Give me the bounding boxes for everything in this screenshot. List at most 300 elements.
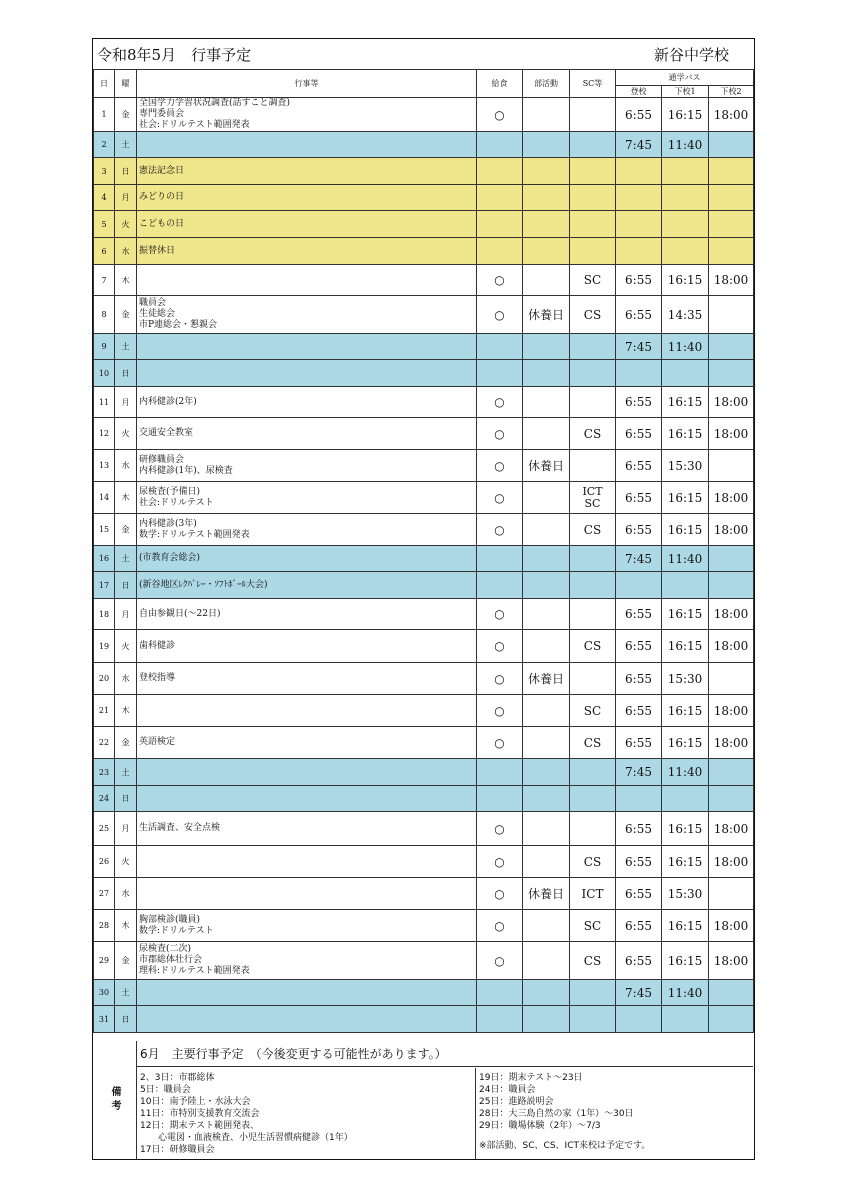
- table-row: [94, 727, 754, 759]
- weekday-cell: 土: [115, 980, 137, 1006]
- events-cell: 内科健診(3年) 数学:ドリルテスト範囲発表: [137, 514, 477, 546]
- sc-cell: [570, 599, 616, 630]
- bus-arrive-cell: [616, 238, 662, 265]
- club-cell: [523, 132, 570, 158]
- day-cell: 18: [94, 599, 115, 630]
- table-row: [94, 265, 754, 296]
- lunch-cell: [477, 132, 523, 158]
- events-cell: [137, 1006, 477, 1033]
- header-day: 日: [94, 70, 115, 98]
- bus-leave1-cell: [662, 238, 709, 265]
- weekday-cell: 火: [115, 846, 137, 878]
- sc-cell: [570, 158, 616, 185]
- events-cell: 交通安全教室: [137, 418, 477, 450]
- bus-arrive-cell: [616, 360, 662, 387]
- sc-cell: ICT SC: [570, 482, 616, 514]
- sc-cell: [570, 1006, 616, 1033]
- weekday-cell: 木: [115, 265, 137, 296]
- bus-arrive-cell: 6:55: [616, 878, 662, 910]
- bus-leave2-cell: [709, 980, 754, 1006]
- table-row: [94, 572, 754, 599]
- header-events: 行事等: [137, 70, 477, 98]
- lunch-cell: ○: [477, 942, 523, 980]
- bus-arrive-cell: [616, 158, 662, 185]
- bus-leave1-cell: [662, 158, 709, 185]
- bus-leave1-cell: [662, 360, 709, 387]
- weekday-cell: 日: [115, 1006, 137, 1033]
- bus-leave2-cell: [709, 878, 754, 910]
- sc-cell: CS: [570, 296, 616, 334]
- school-name: 新谷中学校: [653, 46, 729, 64]
- bus-leave1-cell: 16:15: [662, 695, 709, 727]
- sc-cell: [570, 334, 616, 360]
- events-cell: 生活調査、安全点検: [137, 812, 477, 846]
- notes-heading: 6月 主要行事予定 （今後変更する可能性があります。）: [136, 1041, 753, 1067]
- bus-leave2-cell: [709, 663, 754, 695]
- bus-arrive-cell: [616, 185, 662, 211]
- club-cell: [523, 759, 570, 786]
- day-cell: 16: [94, 546, 115, 572]
- sc-cell: [570, 450, 616, 482]
- bus-leave1-cell: [662, 1006, 709, 1033]
- bus-leave1-cell: 15:30: [662, 450, 709, 482]
- weekday-cell: 木: [115, 695, 137, 727]
- weekday-cell: 月: [115, 387, 137, 418]
- lunch-cell: [477, 980, 523, 1006]
- club-cell: [523, 546, 570, 572]
- day-cell: 2: [94, 132, 115, 158]
- sc-cell: [570, 360, 616, 387]
- sc-cell: [570, 387, 616, 418]
- club-cell: [523, 812, 570, 846]
- bus-leave1-cell: [662, 185, 709, 211]
- schedule-sheet: [92, 38, 755, 1160]
- club-cell: [523, 211, 570, 238]
- weekday-cell: 水: [115, 238, 137, 265]
- day-cell: 9: [94, 334, 115, 360]
- bus-arrive-cell: 6:55: [616, 727, 662, 759]
- table-row: [94, 98, 754, 132]
- schedule-table: [93, 69, 754, 1033]
- sc-cell: [570, 98, 616, 132]
- bus-leave2-cell: 18:00: [709, 727, 754, 759]
- table-row: [94, 418, 754, 450]
- bus-arrive-cell: 7:45: [616, 980, 662, 1006]
- header-bus-leave1: 下校1: [662, 86, 709, 98]
- bus-leave1-cell: 15:30: [662, 878, 709, 910]
- sc-cell: [570, 663, 616, 695]
- sc-cell: [570, 185, 616, 211]
- day-cell: 23: [94, 759, 115, 786]
- sc-cell: [570, 786, 616, 812]
- day-cell: 13: [94, 450, 115, 482]
- lunch-cell: ○: [477, 846, 523, 878]
- table-row: [94, 360, 754, 387]
- club-cell: [523, 980, 570, 1006]
- table-row: [94, 387, 754, 418]
- events-cell: 登校指導: [137, 663, 477, 695]
- table-row: [94, 514, 754, 546]
- bus-leave2-cell: [709, 132, 754, 158]
- lunch-cell: [477, 185, 523, 211]
- bus-leave2-cell: [709, 185, 754, 211]
- events-cell: (新谷地区ﾚｸﾊﾞﾚｰ・ｿﾌﾄﾎﾞｰﾙ大会): [137, 572, 477, 599]
- bus-leave1-cell: 11:40: [662, 980, 709, 1006]
- table-row: [94, 812, 754, 846]
- bus-arrive-cell: 6:55: [616, 418, 662, 450]
- notes-right-cell: [477, 1068, 753, 1159]
- events-cell: [137, 265, 477, 296]
- notes-section: [93, 1041, 753, 1159]
- bus-arrive-cell: 6:55: [616, 387, 662, 418]
- weekday-cell: 金: [115, 296, 137, 334]
- lunch-cell: ○: [477, 450, 523, 482]
- sc-cell: [570, 132, 616, 158]
- club-cell: [523, 514, 570, 546]
- bus-leave1-cell: 14:35: [662, 296, 709, 334]
- bus-arrive-cell: 6:55: [616, 695, 662, 727]
- bus-leave2-cell: 18:00: [709, 812, 754, 846]
- day-cell: 30: [94, 980, 115, 1006]
- bus-arrive-cell: [616, 211, 662, 238]
- notes-label-cell: [93, 1041, 137, 1159]
- club-cell: [523, 727, 570, 759]
- table-row: [94, 980, 754, 1006]
- weekday-cell: 土: [115, 334, 137, 360]
- lunch-cell: ○: [477, 663, 523, 695]
- events-cell: 尿検査(二次) 市郡総体壮行会 理科:ドリルテスト範囲発表: [137, 942, 477, 980]
- weekday-cell: 月: [115, 599, 137, 630]
- table-row: [94, 482, 754, 514]
- table-row: [94, 211, 754, 238]
- sc-cell: CS: [570, 418, 616, 450]
- club-cell: [523, 910, 570, 942]
- lunch-cell: ○: [477, 910, 523, 942]
- lunch-cell: ○: [477, 812, 523, 846]
- weekday-cell: 土: [115, 546, 137, 572]
- day-cell: 7: [94, 265, 115, 296]
- club-cell: [523, 238, 570, 265]
- day-cell: 22: [94, 727, 115, 759]
- sc-cell: [570, 812, 616, 846]
- club-cell: [523, 599, 570, 630]
- events-cell: [137, 759, 477, 786]
- events-cell: 歯科健診: [137, 630, 477, 663]
- club-cell: [523, 360, 570, 387]
- club-cell: [523, 630, 570, 663]
- bus-arrive-cell: 6:55: [616, 296, 662, 334]
- events-cell: 英語検定: [137, 727, 477, 759]
- lunch-cell: [477, 1006, 523, 1033]
- weekday-cell: 火: [115, 630, 137, 663]
- bus-leave2-cell: 18:00: [709, 265, 754, 296]
- bus-leave1-cell: 16:15: [662, 514, 709, 546]
- bus-leave1-cell: 11:40: [662, 759, 709, 786]
- lunch-cell: [477, 238, 523, 265]
- weekday-cell: 月: [115, 812, 137, 846]
- table-row: [94, 238, 754, 265]
- sc-cell: SC: [570, 695, 616, 727]
- table-row: [94, 878, 754, 910]
- bus-leave2-cell: [709, 759, 754, 786]
- club-cell: [523, 334, 570, 360]
- club-cell: [523, 418, 570, 450]
- bus-leave2-cell: [709, 360, 754, 387]
- bus-arrive-cell: 6:55: [616, 846, 662, 878]
- sc-cell: CS: [570, 514, 616, 546]
- events-cell: 自由参観日(～22日): [137, 599, 477, 630]
- notes-label: 備考: [109, 1086, 120, 1114]
- bus-arrive-cell: 6:55: [616, 630, 662, 663]
- bus-leave1-cell: 16:15: [662, 910, 709, 942]
- lunch-cell: [477, 211, 523, 238]
- bus-leave2-cell: [709, 786, 754, 812]
- day-cell: 11: [94, 387, 115, 418]
- day-cell: 4: [94, 185, 115, 211]
- weekday-cell: 日: [115, 158, 137, 185]
- table-row: [94, 334, 754, 360]
- club-cell: [523, 98, 570, 132]
- bus-arrive-cell: 6:55: [616, 942, 662, 980]
- table-row: [94, 630, 754, 663]
- club-cell: [523, 1006, 570, 1033]
- bus-arrive-cell: 7:45: [616, 334, 662, 360]
- club-cell: [523, 265, 570, 296]
- bus-leave1-cell: 16:15: [662, 630, 709, 663]
- weekday-cell: 金: [115, 727, 137, 759]
- notes-right-list: 19日：期末テスト～23日 24日：職員会 25日：進路説明会 28日：大三島自然の家（1年）～30日 29日：職場体験（2年）～7/3: [479, 1073, 634, 1131]
- bus-arrive-cell: 6:55: [616, 98, 662, 132]
- bus-leave2-cell: 18:00: [709, 846, 754, 878]
- day-cell: 1: [94, 98, 115, 132]
- bus-leave2-cell: 18:00: [709, 942, 754, 980]
- bus-arrive-cell: [616, 572, 662, 599]
- day-cell: 21: [94, 695, 115, 727]
- lunch-cell: ○: [477, 514, 523, 546]
- bus-leave1-cell: 16:15: [662, 387, 709, 418]
- bus-leave2-cell: 18:00: [709, 387, 754, 418]
- table-row: [94, 910, 754, 942]
- day-cell: 8: [94, 296, 115, 334]
- table-row: [94, 158, 754, 185]
- lunch-cell: ○: [477, 387, 523, 418]
- weekday-cell: 日: [115, 360, 137, 387]
- bus-leave2-cell: [709, 238, 754, 265]
- table-row: [94, 185, 754, 211]
- bus-leave1-cell: 16:15: [662, 265, 709, 296]
- notes-left-list: 2、3日：市郡総体 5日：職員会 10日：南予陸上・水泳大会 11日：市特別支援教育交流会 12日：期末テスト範囲発表、 心電図・血液検査、小児生活習慣病健診（1年） 17日：研修職員会: [136, 1068, 476, 1159]
- header-bus-arrive: 登校: [616, 86, 662, 98]
- weekday-cell: 金: [115, 942, 137, 980]
- bus-arrive-cell: [616, 1006, 662, 1033]
- lunch-cell: [477, 158, 523, 185]
- bus-leave1-cell: 16:15: [662, 98, 709, 132]
- bus-arrive-cell: 6:55: [616, 663, 662, 695]
- bus-leave1-cell: 16:15: [662, 727, 709, 759]
- day-cell: 3: [94, 158, 115, 185]
- lunch-cell: [477, 334, 523, 360]
- bus-leave1-cell: 15:30: [662, 663, 709, 695]
- club-cell: [523, 387, 570, 418]
- bus-arrive-cell: 7:45: [616, 132, 662, 158]
- weekday-cell: 火: [115, 211, 137, 238]
- bus-leave1-cell: 11:40: [662, 132, 709, 158]
- sc-cell: ICT: [570, 878, 616, 910]
- weekday-cell: 日: [115, 786, 137, 812]
- bus-leave2-cell: [709, 296, 754, 334]
- table-row: [94, 599, 754, 630]
- club-cell: [523, 846, 570, 878]
- bus-arrive-cell: 6:55: [616, 265, 662, 296]
- lunch-cell: ○: [477, 265, 523, 296]
- lunch-cell: [477, 360, 523, 387]
- sc-cell: SC: [570, 910, 616, 942]
- lunch-cell: ○: [477, 98, 523, 132]
- bus-leave1-cell: 16:15: [662, 482, 709, 514]
- sc-cell: [570, 546, 616, 572]
- day-cell: 25: [94, 812, 115, 846]
- lunch-cell: ○: [477, 418, 523, 450]
- table-row: [94, 663, 754, 695]
- events-cell: みどりの日: [137, 185, 477, 211]
- sc-cell: [570, 980, 616, 1006]
- header-lunch: 給食: [477, 70, 523, 98]
- table-row: [94, 1006, 754, 1033]
- bus-leave1-cell: 16:15: [662, 599, 709, 630]
- header-bus: 通学バス: [616, 70, 754, 86]
- events-cell: [137, 980, 477, 1006]
- weekday-cell: 水: [115, 663, 137, 695]
- lunch-cell: ○: [477, 599, 523, 630]
- sc-cell: [570, 211, 616, 238]
- bus-leave2-cell: [709, 572, 754, 599]
- events-cell: [137, 360, 477, 387]
- table-row: [94, 846, 754, 878]
- day-cell: 29: [94, 942, 115, 980]
- lunch-cell: ○: [477, 482, 523, 514]
- weekday-cell: 木: [115, 910, 137, 942]
- lunch-cell: ○: [477, 727, 523, 759]
- bus-leave1-cell: 16:15: [662, 418, 709, 450]
- day-cell: 20: [94, 663, 115, 695]
- club-cell: [523, 482, 570, 514]
- sc-cell: SC: [570, 265, 616, 296]
- sc-cell: CS: [570, 727, 616, 759]
- header-sc: SC等: [570, 70, 616, 98]
- club-cell: [523, 942, 570, 980]
- header-club: 部活動: [523, 70, 570, 98]
- bus-arrive-cell: 6:55: [616, 812, 662, 846]
- bus-leave1-cell: 16:15: [662, 846, 709, 878]
- bus-leave2-cell: 18:00: [709, 599, 754, 630]
- bus-leave2-cell: 18:00: [709, 630, 754, 663]
- day-cell: 12: [94, 418, 115, 450]
- club-cell: 休養日: [523, 663, 570, 695]
- day-cell: 15: [94, 514, 115, 546]
- bus-leave2-cell: 18:00: [709, 910, 754, 942]
- sc-cell: CS: [570, 942, 616, 980]
- club-cell: [523, 695, 570, 727]
- lunch-cell: ○: [477, 296, 523, 334]
- weekday-cell: 水: [115, 878, 137, 910]
- events-cell: [137, 132, 477, 158]
- day-cell: 31: [94, 1006, 115, 1033]
- day-cell: 14: [94, 482, 115, 514]
- day-cell: 19: [94, 630, 115, 663]
- bus-leave2-cell: 18:00: [709, 98, 754, 132]
- bus-arrive-cell: [616, 786, 662, 812]
- table-row: [94, 786, 754, 812]
- events-cell: 振替休日: [137, 238, 477, 265]
- weekday-cell: 火: [115, 418, 137, 450]
- lunch-cell: [477, 546, 523, 572]
- table-row: [94, 695, 754, 727]
- events-cell: 胸部検診(職員) 数学:ドリルテスト: [137, 910, 477, 942]
- events-cell: (市教育会総会): [137, 546, 477, 572]
- bus-leave2-cell: [709, 334, 754, 360]
- day-cell: 17: [94, 572, 115, 599]
- day-cell: 6: [94, 238, 115, 265]
- sc-cell: [570, 572, 616, 599]
- weekday-cell: 金: [115, 98, 137, 132]
- bus-arrive-cell: 6:55: [616, 514, 662, 546]
- day-cell: 5: [94, 211, 115, 238]
- bus-arrive-cell: 6:55: [616, 450, 662, 482]
- club-cell: [523, 158, 570, 185]
- lunch-cell: [477, 572, 523, 599]
- sc-cell: CS: [570, 630, 616, 663]
- weekday-cell: 土: [115, 759, 137, 786]
- day-cell: 26: [94, 846, 115, 878]
- table-row: [94, 942, 754, 980]
- title-bar: [93, 39, 753, 70]
- bus-leave1-cell: [662, 572, 709, 599]
- bus-arrive-cell: 6:55: [616, 482, 662, 514]
- lunch-cell: [477, 786, 523, 812]
- bus-arrive-cell: 6:55: [616, 599, 662, 630]
- events-cell: [137, 334, 477, 360]
- club-cell: 休養日: [523, 296, 570, 334]
- weekday-cell: 水: [115, 450, 137, 482]
- bus-arrive-cell: 6:55: [616, 910, 662, 942]
- weekday-cell: 日: [115, 572, 137, 599]
- club-cell: 休養日: [523, 450, 570, 482]
- events-cell: 尿検査(予備日) 社会:ドリルテスト: [137, 482, 477, 514]
- lunch-cell: ○: [477, 695, 523, 727]
- club-cell: [523, 185, 570, 211]
- club-cell: [523, 786, 570, 812]
- bus-leave1-cell: 11:40: [662, 546, 709, 572]
- day-cell: 10: [94, 360, 115, 387]
- sc-cell: [570, 238, 616, 265]
- bus-leave1-cell: [662, 211, 709, 238]
- events-cell: 憲法記念日: [137, 158, 477, 185]
- header-bus-leave2: 下校2: [709, 86, 754, 98]
- club-cell: 休養日: [523, 878, 570, 910]
- day-cell: 24: [94, 786, 115, 812]
- sc-cell: [570, 759, 616, 786]
- weekday-cell: 金: [115, 514, 137, 546]
- events-cell: [137, 695, 477, 727]
- events-cell: [137, 846, 477, 878]
- weekday-cell: 木: [115, 482, 137, 514]
- bus-leave2-cell: 18:00: [709, 695, 754, 727]
- header-weekday: 曜: [115, 70, 137, 98]
- bus-leave1-cell: [662, 786, 709, 812]
- events-cell: [137, 878, 477, 910]
- weekday-cell: 土: [115, 132, 137, 158]
- bus-arrive-cell: 7:45: [616, 546, 662, 572]
